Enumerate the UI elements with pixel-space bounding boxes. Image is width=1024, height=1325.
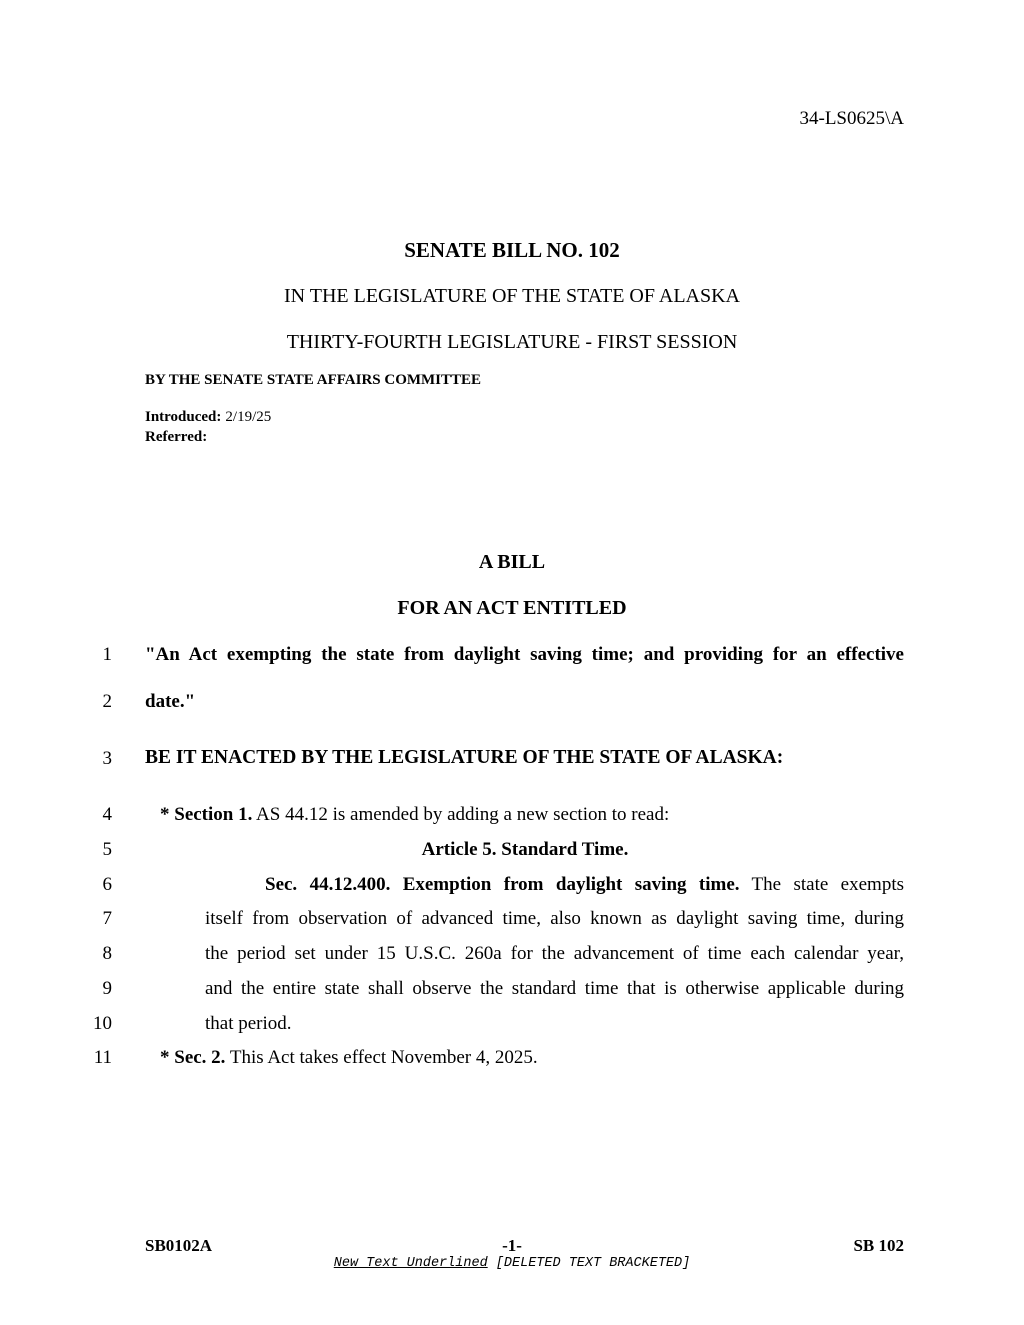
line-number: 4	[102, 804, 112, 825]
line-number: 11	[93, 1047, 112, 1068]
introduced-date: 2/19/25	[225, 409, 272, 425]
legislature-line: IN THE LEGISLATURE OF THE STATE OF ALASKA	[284, 285, 740, 307]
line-number: 5	[102, 839, 112, 860]
body-text-line: and the entire state shall observe the standard time that is otherwise applicable during	[205, 978, 904, 999]
referred-line: Referred:	[145, 429, 208, 445]
legend-deleted-text: [DELETED TEXT BRACKETED]	[487, 1256, 691, 1271]
line-number: 3	[102, 748, 112, 769]
footer-page-number: -1-	[502, 1236, 522, 1255]
line-number: 10	[93, 1013, 112, 1034]
footer-bill-number: SB 102	[853, 1236, 904, 1255]
section-heading-line	[265, 874, 904, 896]
body-text-line: itself from observation of advanced time, also known as daylight saving time, during	[205, 908, 904, 929]
bill-title: SENATE BILL NO. 102	[404, 238, 620, 262]
line-number: 2	[102, 691, 112, 712]
section-1-text: AS 44.12 is amended by adding a new section to read:	[252, 804, 670, 825]
section-2-line	[160, 1047, 538, 1069]
act-title-line-2: date."	[145, 691, 196, 712]
act-title-line-1: "An Act exempting the state from daylight saving time; and providing for an effective	[145, 644, 904, 665]
section-heading-label: Sec. 44.12.400. Exemption from daylight saving time.	[265, 874, 740, 895]
line-number: 7	[102, 908, 112, 929]
a-bill-heading: A BILL	[478, 551, 546, 573]
footer-legend	[0, 1256, 1024, 1271]
introduced-label: Introduced:	[145, 409, 222, 425]
legend-new-text: New Text Underlined	[333, 1256, 488, 1271]
line-number: 9	[102, 978, 112, 999]
line-number: 8	[102, 943, 112, 964]
body-text-line: the period set under 15 U.S.C. 260a for the advancement of time each calendar year,	[205, 943, 904, 964]
line-number: 1	[102, 644, 112, 665]
enacting-clause: BE IT ENACTED BY THE LEGISLATURE OF THE STATE OF ALASKA:	[145, 747, 784, 768]
section-2-label: * Sec. 2.	[160, 1047, 226, 1068]
sponsor-line: BY THE SENATE STATE AFFAIRS COMMITTEE	[145, 372, 482, 388]
introduced-line	[145, 409, 271, 426]
body-text-line: that period.	[205, 1013, 292, 1034]
section-heading-text: The state exempts	[739, 874, 904, 895]
document-id: 34-LS0625\A	[799, 108, 904, 129]
article-heading: Article 5. Standard Time.	[421, 839, 629, 860]
section-2-text: This Act takes effect November 4, 2025.	[225, 1047, 538, 1068]
footer-bill-code: SB0102A	[145, 1236, 213, 1255]
for-act-heading: FOR AN ACT ENTITLED	[397, 597, 627, 619]
line-number: 6	[102, 874, 112, 895]
session-line: THIRTY-FOURTH LEGISLATURE - FIRST SESSION	[286, 331, 738, 353]
section-1-line	[160, 804, 669, 826]
section-1-label: * Section 1.	[160, 804, 253, 825]
